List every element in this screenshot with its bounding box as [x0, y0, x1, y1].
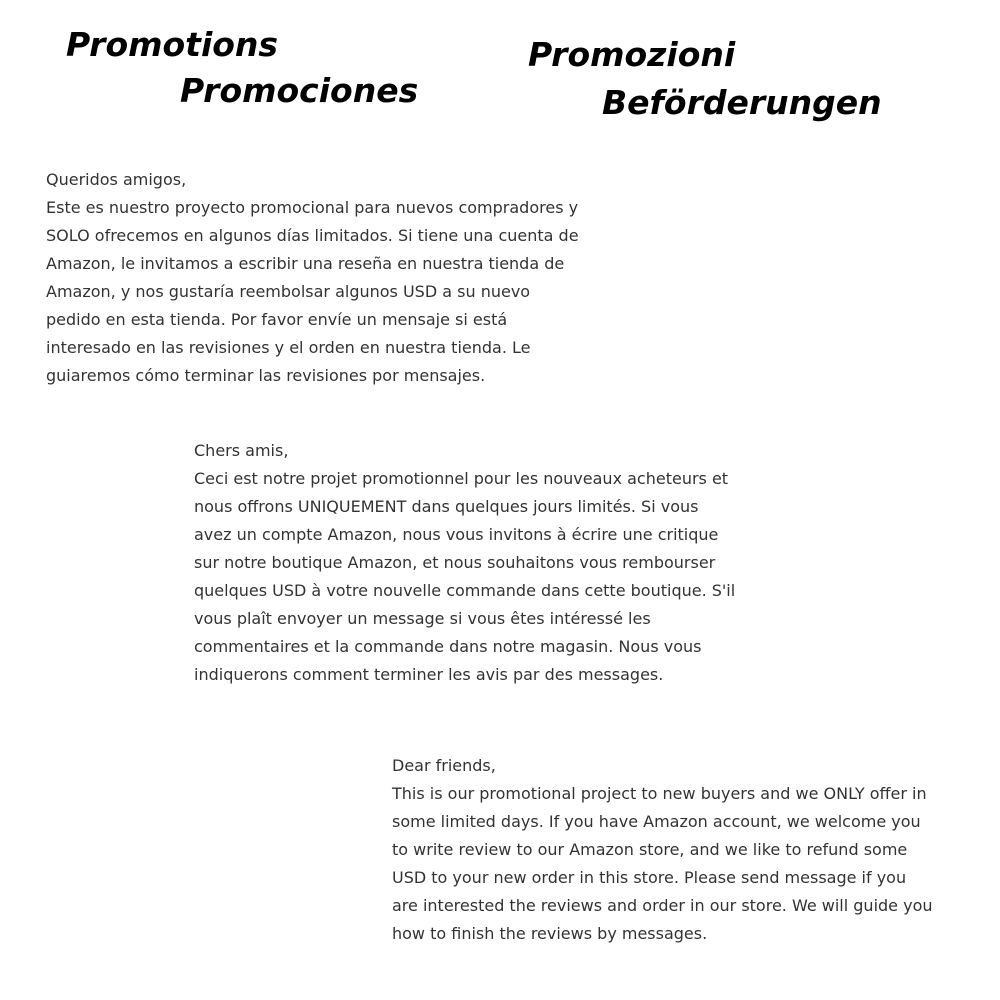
spanish-line: pedido en esta tienda. Por favor envíe un mensaje si está	[46, 310, 508, 329]
french-greeting: Chers amis,	[194, 441, 289, 460]
english-line: USD to your new order in this store. Please send message if you	[392, 868, 907, 887]
english-line: to write review to our Amazon store, and we like to refund some	[392, 840, 908, 859]
title-promociones: Promociones	[180, 71, 419, 110]
spanish-line: interesado en las revisiones y el orden en nuestra tienda. Le	[46, 338, 531, 357]
title-beforderungen: Beförderungen	[602, 83, 882, 122]
english-greeting: Dear friends,	[392, 756, 496, 775]
spanish-greeting: Queridos amigos,	[46, 170, 187, 189]
english-message	[392, 752, 933, 948]
spanish-line: Amazon, le invitamos a escribir una reseña en nuestra tienda de	[46, 254, 565, 273]
french-line: vous plaît envoyer un message si vous êtes intéressé les	[194, 609, 651, 628]
title-promozioni: Promozioni	[528, 35, 736, 74]
spanish-line: Amazon, y nos gustaría reembolsar algunos USD a su nuevo	[46, 282, 531, 301]
french-message	[194, 437, 735, 689]
french-line: Ceci est notre projet promotionnel pour les nouveaux acheteurs et	[194, 469, 729, 488]
english-line: some limited days. If you have Amazon account, we welcome you	[392, 812, 921, 831]
french-line: quelques USD à votre nouvelle commande dans cette boutique. S'il	[194, 581, 736, 600]
title-promotions: Promotions	[66, 25, 279, 64]
spanish-line: Este es nuestro proyecto promocional para nuevos compradores y	[46, 198, 579, 217]
english-line: This is our promotional project to new buyers and we ONLY offer in	[392, 784, 927, 803]
spanish-line: SOLO ofrecemos en algunos días limitados. Si tiene una cuenta de	[46, 226, 579, 245]
english-line: are interested the reviews and order in our store. We will guide you	[392, 896, 933, 915]
french-line: sur notre boutique Amazon, et nous souhaitons vous rembourser	[194, 553, 716, 572]
french-line: nous offrons UNIQUEMENT dans quelques jours limités. Si vous	[194, 497, 699, 516]
french-line: indiquerons comment terminer les avis par des messages.	[194, 665, 664, 684]
french-line: avez un compte Amazon, nous vous invitons à écrire une critique	[194, 525, 719, 544]
french-line: commentaires et la commande dans notre magasin. Nous vous	[194, 637, 702, 656]
spanish-line: guiaremos cómo terminar las revisiones por mensajes.	[46, 366, 486, 385]
spanish-message	[46, 166, 579, 390]
english-line: how to finish the reviews by messages.	[392, 924, 708, 943]
